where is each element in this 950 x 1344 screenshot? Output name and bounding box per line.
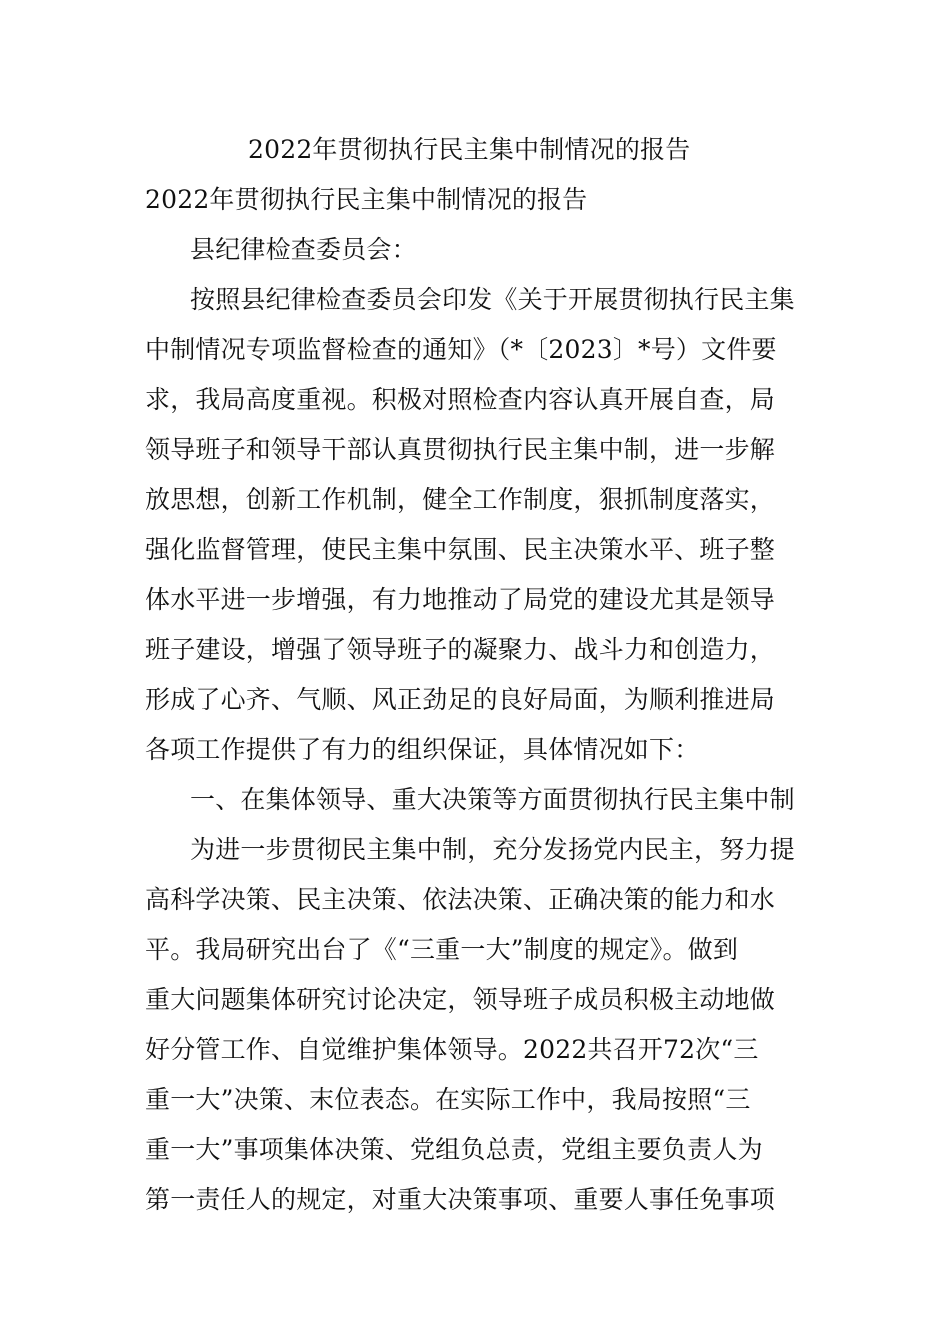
paragraph1-line: 强化监督管理，使民主集中氛围、民主决策水平、班子整 (145, 535, 776, 564)
paragraph1-line: 求，我局高度重视。积极对照检查内容认真开展自查，局 (145, 385, 776, 414)
paragraph1-line: 按照县纪律检查委员会印发《关于开展贯彻执行民主集 (190, 285, 795, 314)
document-title-repeat: 2022年贯彻执行民主集中制情况的报告 (145, 185, 588, 214)
paragraph2-line: 重一大”事项集体决策、党组负总责，党组主要负责人为 (145, 1135, 763, 1164)
paragraph2-line: 高科学决策、民主决策、依法决策、正确决策的能力和水 (145, 885, 776, 914)
paragraph2-line: 重一大”决策、末位表态。在实际工作中，我局按照“三 (145, 1085, 751, 1114)
paragraph2-line: 第一责任人的规定，对重大决策事项、重要人事任免事项 (145, 1185, 776, 1214)
paragraph1-line: 体水平进一步增强，有力地推动了局党的建设尤其是领导 (145, 585, 776, 614)
paragraph2-line: 重大问题集体研究讨论决定，领导班子成员积极主动地做 (145, 985, 776, 1014)
paragraph1-line: 中制情况专项监督检查的通知》（*〔2023〕*号）文件要 (145, 335, 777, 364)
paragraph1-line: 形成了心齐、气顺、风正劲足的良好局面，为顺利推进局 (145, 685, 776, 714)
paragraph1-line: 领导班子和领导干部认真贯彻执行民主集中制，进一步解 (145, 435, 776, 464)
paragraph2-line: 为进一步贯彻民主集中制，充分发扬党内民主，努力提 (190, 835, 795, 864)
paragraph2-line: 平。我局研究出台了《“三重一大”制度的规定》。做到 (145, 935, 739, 964)
salutation: 县纪律检查委员会： (190, 235, 417, 264)
paragraph1-line: 各项工作提供了有力的组织保证，具体情况如下： (145, 735, 700, 764)
paragraph1-line: 班子建设，增强了领导班子的凝聚力、战斗力和创造力， (145, 635, 776, 664)
section1-heading: 一、在集体领导、重大决策等方面贯彻执行民主集中制 (190, 785, 795, 814)
document-title: 2022年贯彻执行民主集中制情况的报告 (248, 135, 691, 164)
paragraph1-line: 放思想，创新工作机制，健全工作制度，狠抓制度落实， (145, 485, 776, 514)
paragraph2-line: 好分管工作、自觉维护集体领导。2022共召开72次“三 (145, 1035, 759, 1064)
